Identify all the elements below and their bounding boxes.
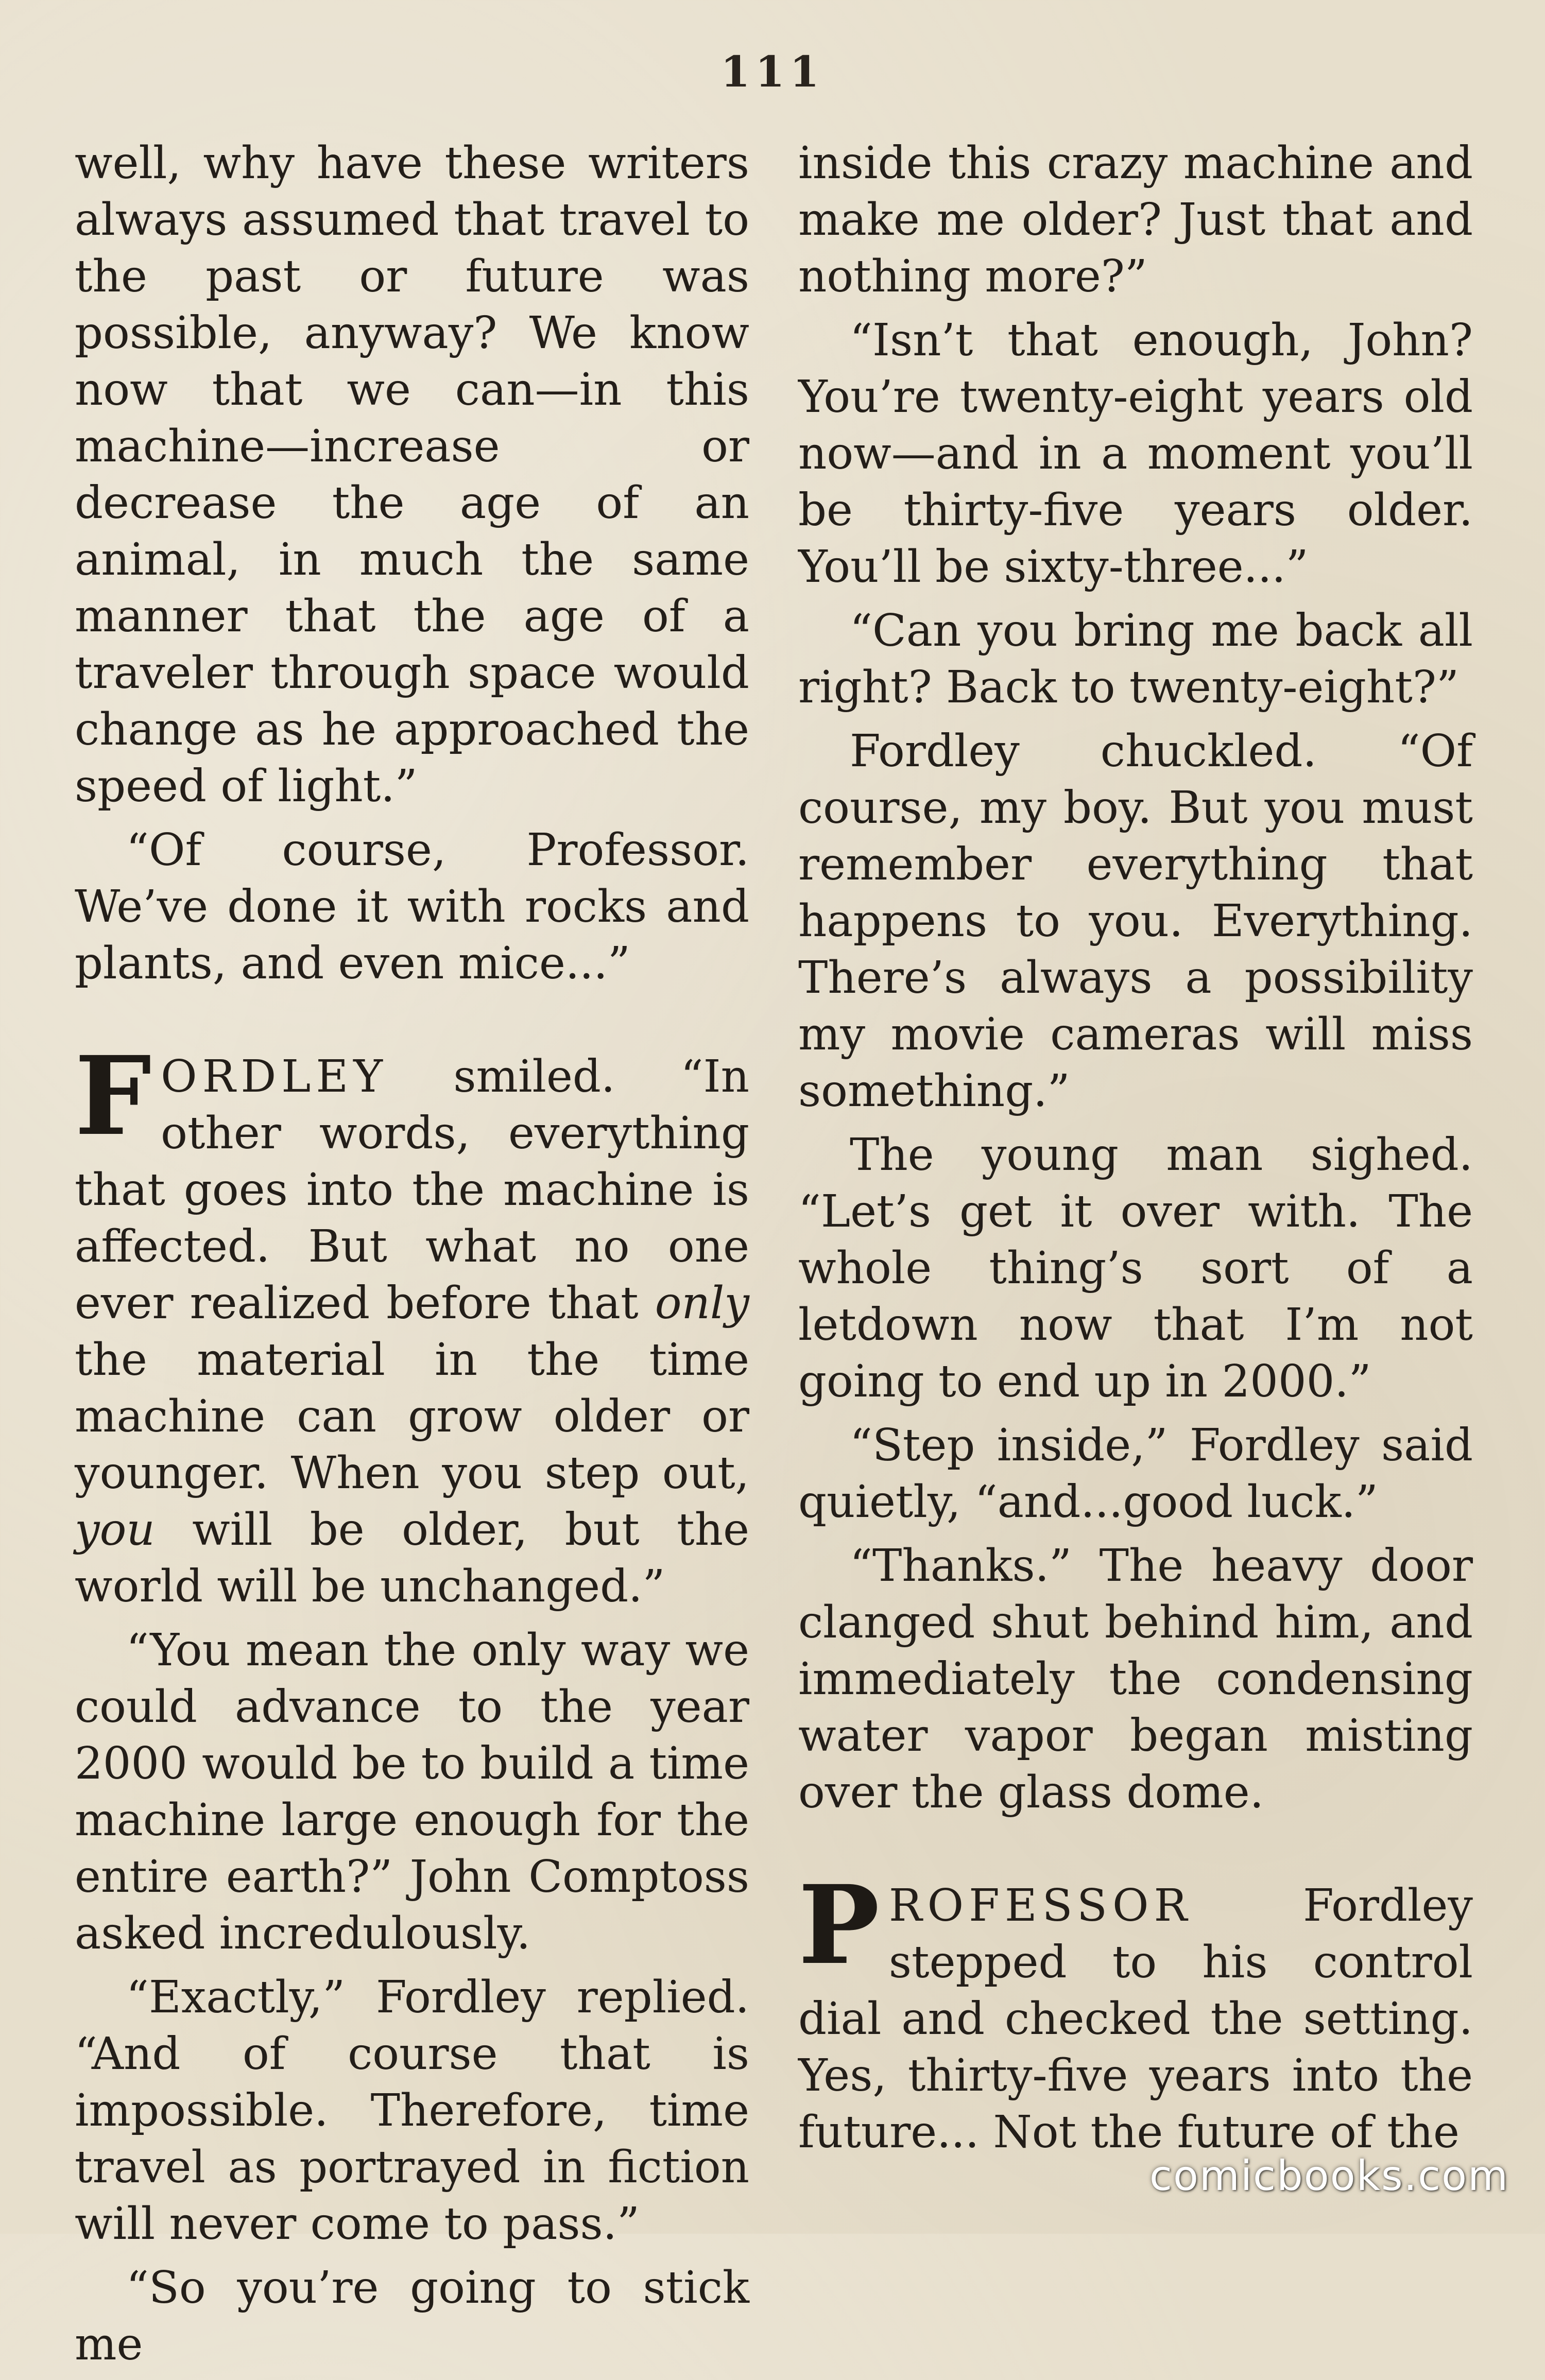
left-column: [75, 135, 749, 2380]
paragraph: “So you’re going to stick me: [75, 2262, 749, 2370]
paragraph: “Step inside,” Fordley said quietly, “and...good luck.”: [798, 1420, 1473, 1528]
small-caps-word: ROFESSOR: [888, 1880, 1193, 1931]
paragraph-dropcap: [798, 1861, 1473, 2161]
paragraph: “Isn’t that enough, John? You’re twenty-eight years old now—and in a moment you’ll be thirty-five years older. You’ll be sixty-three...”: [798, 315, 1473, 593]
emphasis: you: [75, 1504, 155, 1556]
watermark: comicbooks.com: [1149, 2152, 1509, 2200]
paragraph: “Thanks.” The heavy door clanged shut behind him, and immediately the condensing water vapor began misting over the glass dome.: [798, 1540, 1473, 1818]
paragraph: well, why have these writers always assumed that travel to the past or future was possible, anyway? We know now that we can—in this machine—increase or decrease the age of an animal, in much the same manner that the age of a traveler through space would change as he approached the speed of light.”: [75, 137, 749, 812]
text-run: smiled. “In other words, everything that goes into the machine is affected. But what no one ever realized before that: [75, 1051, 749, 1329]
paragraph: inside this crazy machine and make me older? Just that and nothing more?”: [798, 137, 1473, 302]
right-column: [798, 135, 1473, 2168]
paragraph-dropcap: [75, 1032, 749, 1615]
text-run: will be older, but the world will be unchanged.”: [75, 1504, 749, 1612]
paragraph: “Can you bring me back all right? Back to twenty-eight?”: [798, 605, 1473, 713]
paragraph: “Of course, Professor. We’ve done it with rocks and plants, and even mice...”: [75, 824, 749, 989]
drop-cap: P: [798, 1861, 880, 1989]
text-run: Fordley stepped to his control dial and checked the setting. Yes, thirty-five years into the future... Not the future of the: [798, 1880, 1473, 2158]
drop-cap: F: [75, 1032, 152, 1160]
paragraph: Fordley chuckled. “Of course, my boy. But you must remember everything that happens to you. Everything. There’s always a possibility my movie cameras will miss something.”: [798, 726, 1473, 1117]
paragraph: “You mean the only way we could advance to the year 2000 would be to build a time machine large enough for the entire earth?” John Comptoss asked incredulously.: [75, 1625, 749, 1959]
emphasis: only: [655, 1278, 749, 1329]
paragraph: The young man sighed. “Let’s get it over with. The whole thing’s sort of a letdown now that I’m not going to end up in 2000.”: [798, 1129, 1473, 1407]
page-number: 111: [720, 47, 825, 97]
paragraph: “Exactly,” Fordley replied. “And of course that is impossible. Therefore, time travel as portrayed in fiction will never come to pass.”: [75, 1972, 749, 2250]
text-run: the material in the time machine can grow older or younger. When you step out,: [75, 1334, 749, 1499]
small-caps-word: ORDLEY: [161, 1051, 388, 1102]
